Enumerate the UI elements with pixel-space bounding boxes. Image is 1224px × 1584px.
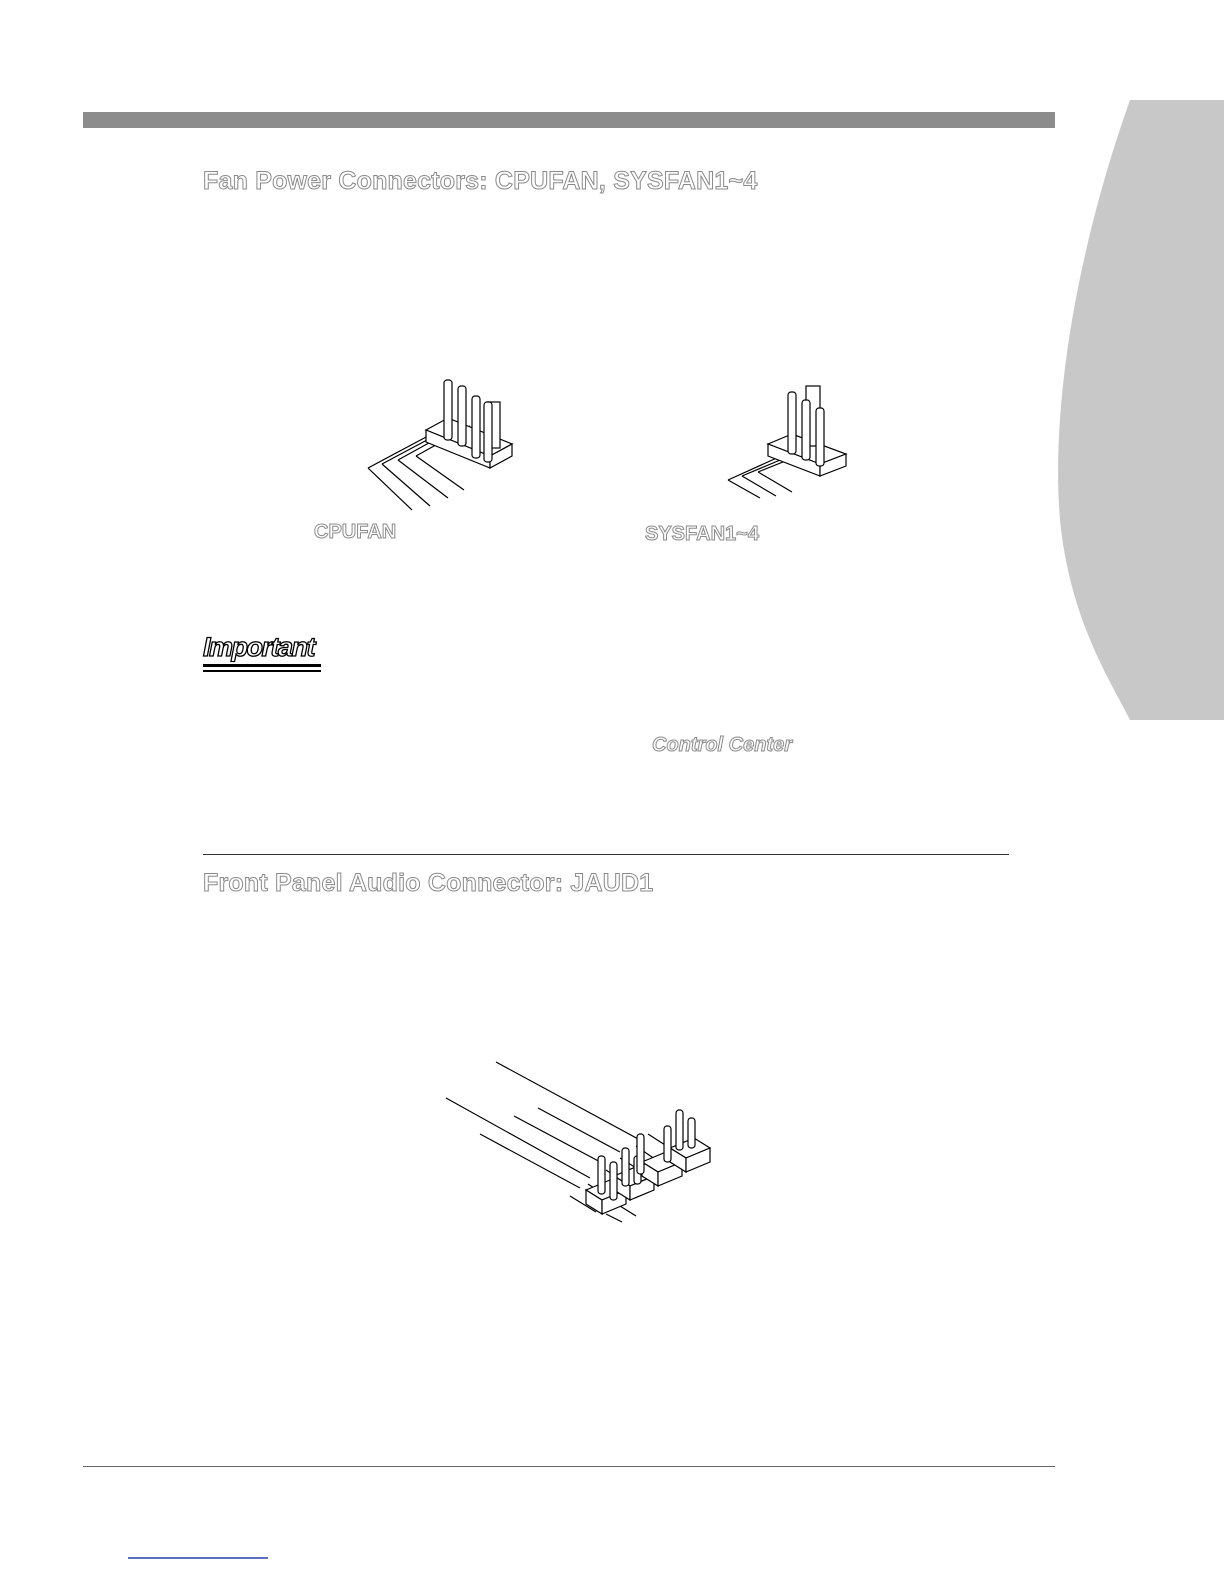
important-underline-secondary <box>203 670 321 672</box>
front-audio-heading: Front Panel Audio Connector: JAUD1 <box>203 869 654 897</box>
section-divider <box>203 854 1009 855</box>
footer-link-underline[interactable] <box>128 1557 268 1559</box>
chapter-side-tab <box>1050 100 1224 720</box>
cpufan-label: CPUFAN <box>314 521 397 543</box>
cpufan-connector-diagram <box>360 370 540 530</box>
important-title: Important <box>203 632 314 662</box>
jaud1-connector-diagram <box>440 1060 740 1230</box>
header-bar <box>83 112 1055 128</box>
sysfan-connector-diagram <box>720 380 860 500</box>
control-center-label: Control Center <box>652 734 792 756</box>
footer-divider <box>83 1466 1055 1467</box>
important-underline <box>203 664 321 667</box>
fan-connectors-heading: Fan Power Connectors: CPUFAN, SYSFAN1~4 <box>203 167 758 195</box>
sysfan-label: SYSFAN1~4 <box>645 523 759 545</box>
